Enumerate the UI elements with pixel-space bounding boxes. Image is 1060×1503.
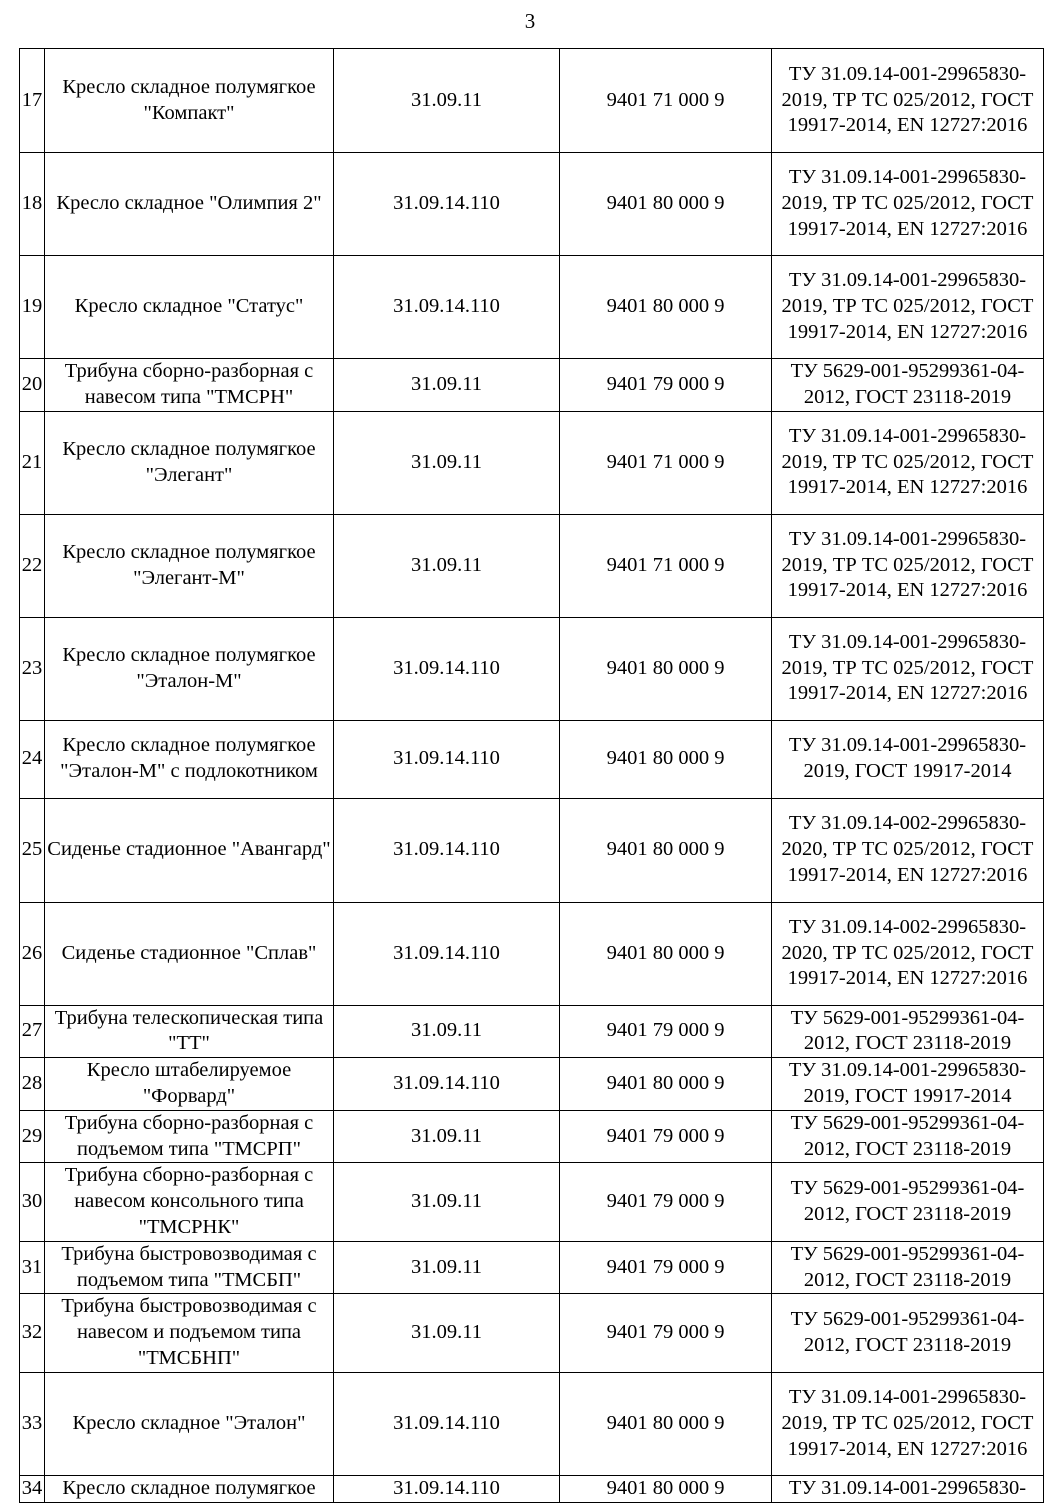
product-name: Трибуна сборно-разборная с подъемом типа "ТМСРП" [45,1110,334,1163]
table-row [20,1372,1044,1475]
tnved-code: 9401 80 000 9 [560,902,772,1005]
product-name: Трибуна телескопическая типа "ТТ" [45,1005,334,1058]
standard-text: ТУ 31.09.14-002-29965830-2020, ТР ТС 025/2012, ГОСТ 19917-2014, EN 12727:2016 [772,902,1044,1005]
standard-text: ТУ 5629-001-95299361-04-2012, ГОСТ 23118-2019 [772,1163,1044,1241]
table-row [20,1058,1044,1111]
tnved-code: 9401 79 000 9 [560,359,772,412]
product-table [19,48,1044,1503]
table-row [20,411,1044,514]
product-name: Сиденье стадионное "Сплав" [45,902,334,1005]
standard-text: ТУ 31.09.14-001-29965830-2019, ТР ТС 025/2012, ГОСТ 19917-2014, EN 12727:2016 [772,49,1044,153]
okpd-code: 31.09.11 [334,1241,560,1294]
product-name: Сиденье стадионное "Авангард" [45,798,334,902]
product-name: Кресло складное полумягкое "Компакт" [45,49,334,153]
okpd-code: 31.09.14.110 [334,902,560,1005]
row-number: 27 [20,1005,45,1058]
product-name: Трибуна быстровозводимая с подъемом типа "ТМСБП" [45,1241,334,1294]
okpd-code: 31.09.14.110 [334,720,560,798]
table-row [20,256,1044,359]
product-name: Кресло складное "Эталон" [45,1372,334,1475]
row-number: 33 [20,1372,45,1475]
product-name: Кресло складное "Олимпия 2" [45,153,334,256]
standard-text: ТУ 31.09.14-001-29965830- [772,1475,1044,1502]
product-name: Кресло складное полумягкое "Эталон-М" [45,617,334,720]
tnved-code: 9401 79 000 9 [560,1241,772,1294]
row-number: 26 [20,902,45,1005]
tnved-code: 9401 80 000 9 [560,153,772,256]
okpd-code: 31.09.14.110 [334,798,560,902]
table-row [20,798,1044,902]
okpd-code: 31.09.11 [334,1163,560,1241]
row-number: 21 [20,411,45,514]
page-number: 3 [524,9,536,33]
okpd-code: 31.09.11 [334,49,560,153]
product-name: Кресло складное "Статус" [45,256,334,359]
table-row [20,1163,1044,1241]
row-number: 32 [20,1294,45,1372]
standard-text: ТУ 31.09.14-001-29965830-2019, ТР ТС 025/2012, ГОСТ 19917-2014, EN 12727:2016 [772,1372,1044,1475]
table-row [20,153,1044,256]
tnved-code: 9401 71 000 9 [560,514,772,617]
okpd-code: 31.09.11 [334,1294,560,1372]
standard-text: ТУ 31.09.14-001-29965830-2019, ТР ТС 025/2012, ГОСТ 19917-2014, EN 12727:2016 [772,411,1044,514]
table-row [20,720,1044,798]
row-number: 34 [20,1475,45,1502]
tnved-code: 9401 79 000 9 [560,1163,772,1241]
row-number: 29 [20,1110,45,1163]
tnved-code: 9401 79 000 9 [560,1294,772,1372]
product-name: Трибуна быстровозводимая с навесом и подъемом типа "ТМСБНП" [45,1294,334,1372]
tnved-code: 9401 80 000 9 [560,1372,772,1475]
tnved-code: 9401 79 000 9 [560,1110,772,1163]
tnved-code: 9401 71 000 9 [560,411,772,514]
table-row [20,902,1044,1005]
okpd-code: 31.09.14.110 [334,1372,560,1475]
tnved-code: 9401 80 000 9 [560,1475,772,1502]
product-name: Кресло штабелируемое "Форвард" [45,1058,334,1111]
tnved-code: 9401 71 000 9 [560,49,772,153]
product-name: Кресло складное полумягкое "Элегант-М" [45,514,334,617]
okpd-code: 31.09.14.110 [334,1058,560,1111]
tnved-code: 9401 80 000 9 [560,1058,772,1111]
row-number: 18 [20,153,45,256]
okpd-code: 31.09.11 [334,411,560,514]
okpd-code: 31.09.11 [334,1005,560,1058]
table-row [20,514,1044,617]
standard-text: ТУ 31.09.14-001-29965830-2019, ТР ТС 025/2012, ГОСТ 19917-2014, EN 12727:2016 [772,514,1044,617]
product-name: Трибуна сборно-разборная с навесом консольного типа "ТМСРНК" [45,1163,334,1241]
row-number: 24 [20,720,45,798]
table-row [20,1475,1044,1502]
row-number: 31 [20,1241,45,1294]
table-row [20,49,1044,153]
tnved-code: 9401 79 000 9 [560,1005,772,1058]
standard-text: ТУ 31.09.14-001-29965830-2019, ТР ТС 025/2012, ГОСТ 19917-2014, EN 12727:2016 [772,153,1044,256]
row-number: 30 [20,1163,45,1241]
table-row [20,1241,1044,1294]
standard-text: ТУ 5629-001-95299361-04-2012, ГОСТ 23118-2019 [772,1241,1044,1294]
okpd-code: 31.09.14.110 [334,617,560,720]
row-number: 22 [20,514,45,617]
tnved-code: 9401 80 000 9 [560,798,772,902]
row-number: 19 [20,256,45,359]
standard-text: ТУ 31.09.14-001-29965830-2019, ТР ТС 025/2012, ГОСТ 19917-2014, EN 12727:2016 [772,256,1044,359]
product-name: Кресло складное полумягкое "Элегант" [45,411,334,514]
row-number: 28 [20,1058,45,1111]
standard-text: ТУ 5629-001-95299361-04-2012, ГОСТ 23118-2019 [772,1294,1044,1372]
okpd-code: 31.09.14.110 [334,1475,560,1502]
standard-text: ТУ 5629-001-95299361-04-2012, ГОСТ 23118-2019 [772,359,1044,412]
okpd-code: 31.09.11 [334,359,560,412]
product-name: Кресло складное полумягкое "Эталон-М" с подлокотником [45,720,334,798]
standard-text: ТУ 31.09.14-001-29965830-2019, ТР ТС 025/2012, ГОСТ 19917-2014, EN 12727:2016 [772,617,1044,720]
standard-text: ТУ 31.09.14-001-29965830-2019, ГОСТ 19917-2014 [772,720,1044,798]
okpd-code: 31.09.14.110 [334,153,560,256]
table-row [20,359,1044,412]
product-name: Трибуна сборно-разборная с навесом типа "ТМСРН" [45,359,334,412]
tnved-code: 9401 80 000 9 [560,617,772,720]
row-number: 25 [20,798,45,902]
standard-text: ТУ 31.09.14-002-29965830-2020, ТР ТС 025/2012, ГОСТ 19917-2014, EN 12727:2016 [772,798,1044,902]
standard-text: ТУ 5629-001-95299361-04-2012, ГОСТ 23118-2019 [772,1110,1044,1163]
okpd-code: 31.09.14.110 [334,256,560,359]
standard-text: ТУ 5629-001-95299361-04-2012, ГОСТ 23118-2019 [772,1005,1044,1058]
product-name: Кресло складное полумягкое [45,1475,334,1502]
okpd-code: 31.09.11 [334,514,560,617]
table-row [20,617,1044,720]
standard-text: ТУ 31.09.14-001-29965830-2019, ГОСТ 19917-2014 [772,1058,1044,1111]
table-row [20,1294,1044,1372]
row-number: 20 [20,359,45,412]
table-row [20,1005,1044,1058]
table-row [20,1110,1044,1163]
tnved-code: 9401 80 000 9 [560,720,772,798]
tnved-code: 9401 80 000 9 [560,256,772,359]
okpd-code: 31.09.11 [334,1110,560,1163]
row-number: 17 [20,49,45,153]
row-number: 23 [20,617,45,720]
